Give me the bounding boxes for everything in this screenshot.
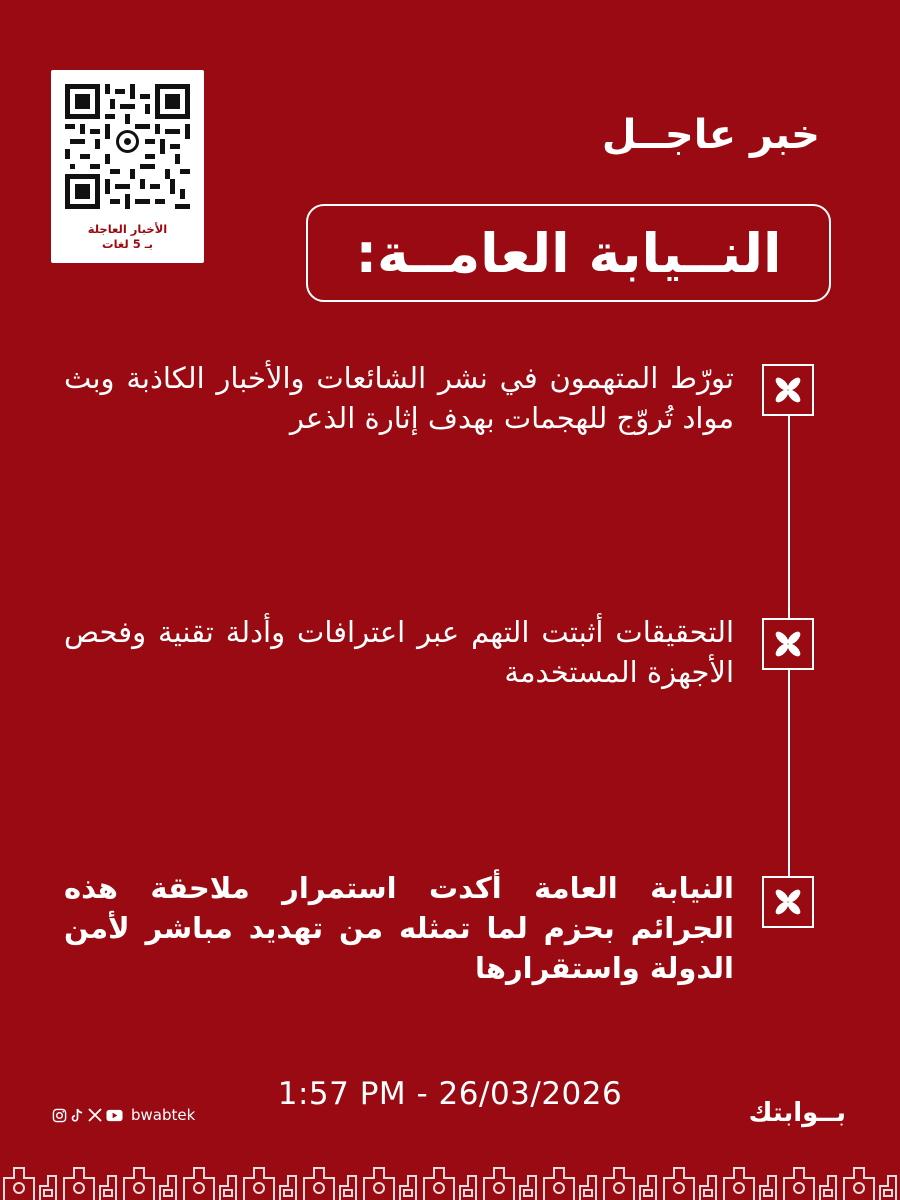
social-links bbox=[52, 1106, 195, 1124]
brand-logo: بــوابتك bbox=[748, 1098, 846, 1128]
instagram-icon[interactable] bbox=[52, 1108, 67, 1123]
tiktok-icon[interactable] bbox=[71, 1108, 84, 1123]
breaking-news-kicker: خبر عاجــل bbox=[601, 112, 820, 158]
decorative-pattern bbox=[0, 1160, 900, 1200]
news-point: التحقيقات أثبتت التهم عبر اعترافات وأدلة تقنية وفحص الأجهزة المستخدمة bbox=[64, 615, 734, 689]
news-point: تورّط المتهمون في نشر الشائعات والأخبار الكاذبة وبث مواد تُروّج للهجمات بهدف إثارة الذعر bbox=[64, 361, 734, 435]
flower-icon bbox=[773, 887, 803, 917]
page-title: النــيابة العامــة: bbox=[306, 204, 831, 302]
flower-icon bbox=[773, 375, 803, 405]
social-handle[interactable]: bwabtek bbox=[131, 1106, 196, 1124]
bullet-marker bbox=[762, 618, 814, 670]
news-point: النيابة العامة أكدت استمرار ملاحقة هذه الجرائم بحزم لما تمثله من تهديد مباشر لأمن الدولة واستقرارها bbox=[64, 871, 734, 985]
bullet-marker bbox=[762, 876, 814, 928]
flower-icon bbox=[773, 629, 803, 659]
qr-code-card[interactable] bbox=[51, 70, 204, 263]
x-icon[interactable] bbox=[88, 1108, 102, 1122]
qr-code-icon bbox=[65, 84, 190, 209]
qr-caption-line1: الأخبار العاجلة bbox=[87, 222, 168, 236]
qr-caption-line2: بـ 5 لغات bbox=[102, 237, 153, 251]
bullet-marker bbox=[762, 364, 814, 416]
youtube-icon[interactable] bbox=[106, 1109, 123, 1122]
timestamp: 1:57 PM - 26/03/2026 bbox=[277, 1076, 623, 1112]
